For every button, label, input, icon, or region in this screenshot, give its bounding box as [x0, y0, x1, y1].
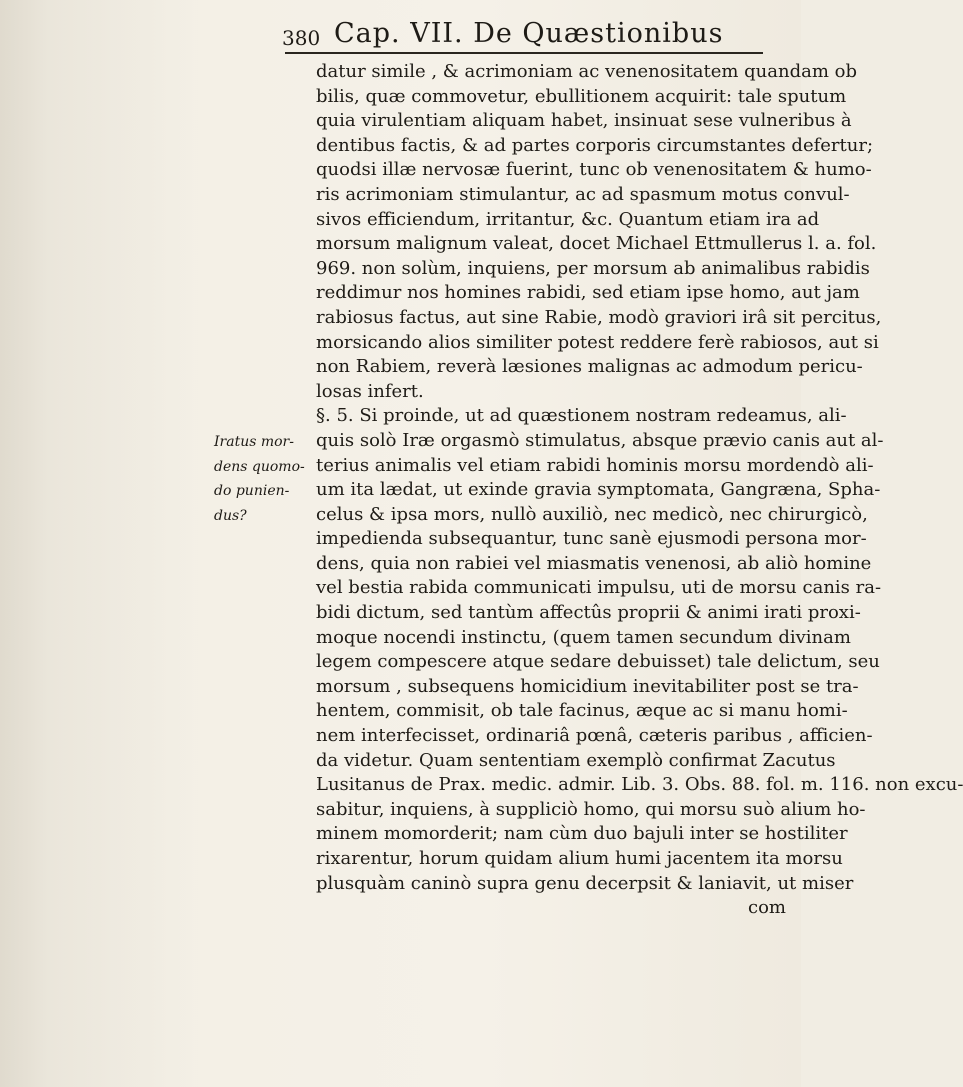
header-rule — [285, 52, 763, 54]
body-text — [316, 60, 963, 921]
text-line: impedienda subsequantur, tunc sanè ejusmodi persona mor- — [316, 528, 867, 550]
text-line: dentibus factis, & ad partes corporis circumstantes defertur; — [316, 134, 874, 156]
text-line: bilis, quæ commovetur, ebullitionem acquirit: tale sputum — [316, 85, 847, 107]
text-line: bidi dictum, sed tantùm affectûs proprii & animi irati proxi- — [316, 602, 861, 624]
text-line: nem interfecisset, ordinariâ pœnâ, cæteris paribus , afficien- — [316, 725, 873, 747]
text-line: rabiosus factus, aut sine Rabie, modò graviori irâ sit percitus, — [316, 306, 882, 328]
text-line: 969. non solùm, inquiens, per morsum ab animalibus rabidis — [316, 257, 870, 279]
text-line: dens, quia non rabiei vel miasmatis venenosi, ab aliò homine — [316, 552, 872, 574]
text-line: da videtur. Quam sententiam exemplò confirmat Zacutus — [316, 749, 836, 771]
page-number: 380 — [282, 26, 321, 50]
margin-note — [214, 430, 310, 528]
text-line: plusquàm caninò supra genu decerpsit & laniavit, ut miser — [316, 872, 854, 894]
margin-note-line: Iratus mor- — [214, 434, 294, 450]
running-head: Cap. VII. De Quæstionibus — [334, 18, 724, 49]
text-line: terius animalis vel etiam rabidi hominis morsu mordendò ali- — [316, 454, 874, 476]
text-line: minem momorderit; nam cùm duo bajuli inter se hostiliter — [316, 823, 848, 845]
text-line: reddimur nos homines rabidi, sed etiam ipse homo, aut jam — [316, 282, 860, 304]
text-line: datur simile , & acrimoniam ac venenositatem quandam ob — [316, 61, 858, 82]
catchword: com — [748, 897, 786, 919]
text-line: sivos efficiendum, irritantur, &c. Quantum etiam ira ad — [316, 208, 820, 230]
text-line: ris acrimoniam stimulantur, ac ad spasmum motus convul- — [316, 183, 850, 205]
page-header — [280, 14, 765, 54]
text-line: rixarentur, horum quidam alium humi jacentem ita morsu — [316, 848, 843, 869]
text-line: legem compescere atque sedare debuisset) tale delictum, seu — [316, 651, 880, 673]
text-line: non Rabiem, reverà læsiones malignas ac admodum pericu- — [316, 356, 863, 378]
text-line: morsum , subsequens homicidium inevitabiliter post se tra- — [316, 675, 859, 697]
text-line: celus & ipsa mors, nullò auxiliò, nec medicò, nec chirurgicò, — [316, 503, 868, 525]
text-line: morsum malignum valeat, docet Michael Ettmullerus l. a. fol. — [316, 233, 877, 255]
gutter-shadow — [0, 0, 200, 1087]
text-line: morsicando alios similiter potest reddere ferè rabiosos, aut si — [316, 331, 879, 353]
text-line: sabitur, inquiens, à suppliciò homo, qui morsu suò alium ho- — [316, 798, 866, 820]
text-line: §. 5. Si proinde, ut ad quæstionem nostram redeamus, ali- — [316, 405, 847, 427]
text-line: vel bestia rabida communicati impulsu, uti de morsu canis ra- — [316, 577, 882, 599]
margin-note-line: do punien- — [214, 483, 290, 500]
text-line: quis solò Iræ orgasmò stimulatus, absque prævio canis aut al- — [316, 429, 884, 451]
text-line: moque nocendi instinctu, (quem tamen secundum divinam — [316, 626, 851, 648]
text-line: Lusitanus de Prax. medic. admir. Lib. 3. Obs. 88. fol. m. 116. non excu- — [316, 774, 963, 796]
text-line: losas infert. — [316, 380, 424, 402]
text-line: hentem, commisit, ob tale facinus, æque ac si manu homi- — [316, 700, 848, 722]
margin-note-line: dus? — [214, 507, 247, 524]
text-line: um ita lædat, ut exinde gravia symptomata, Gangræna, Spha- — [316, 479, 881, 501]
text-line: quia virulentiam aliquam habet, insinuat sese vulneribus à — [316, 110, 852, 132]
text-line: quodsi illæ nervosæ fuerint, tunc ob venenositatem & humo- — [316, 159, 872, 181]
margin-note-line: dens quomo- — [214, 458, 305, 475]
